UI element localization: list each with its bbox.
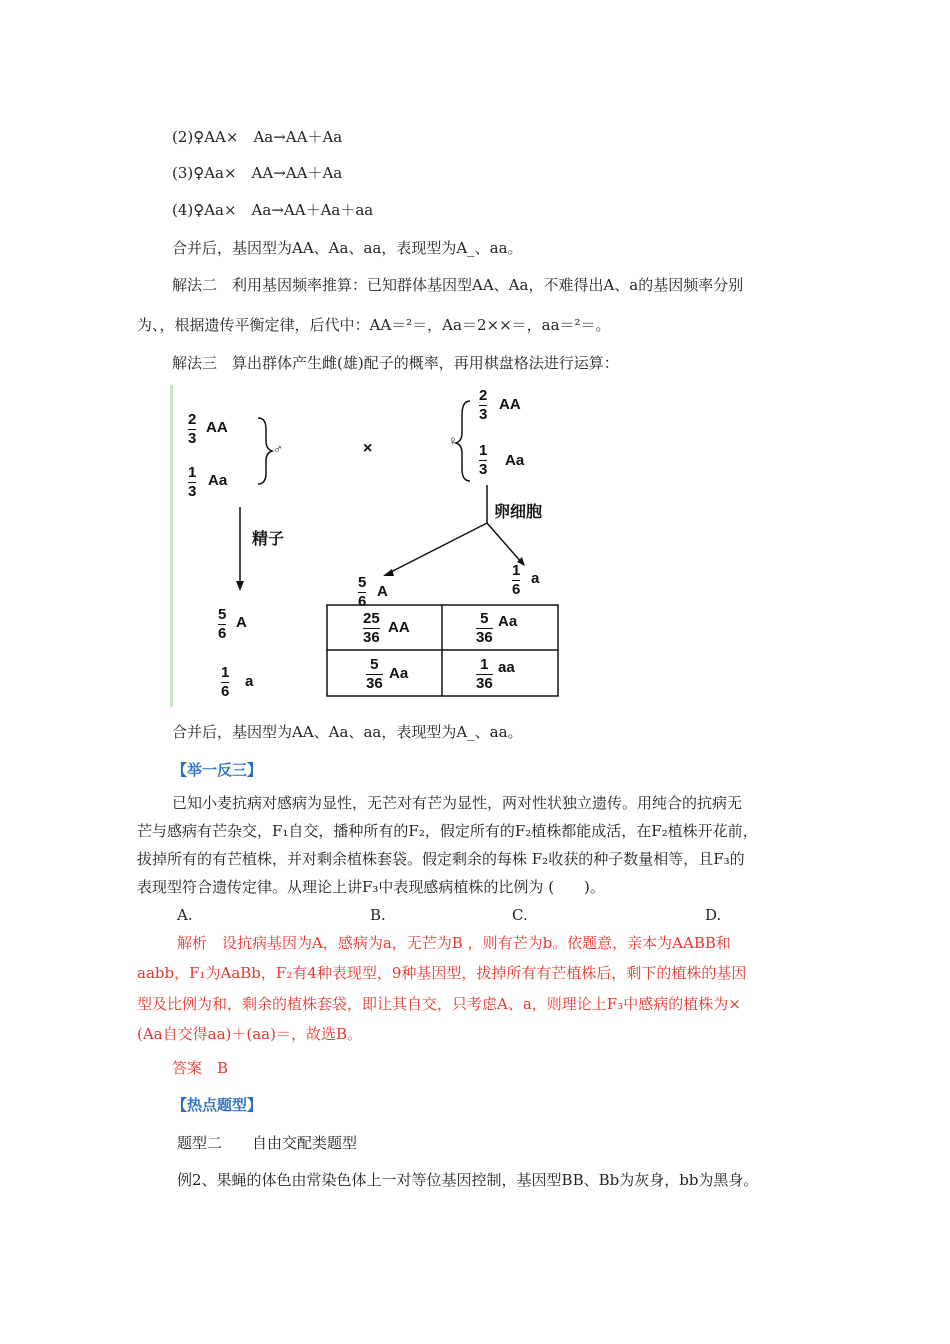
cross-line-4: (4)♀Aa× Aa→AA＋Aa＋aa — [172, 201, 374, 219]
grid-cell-Aa-top: 5 36 — [476, 610, 493, 646]
egg-A-label: A — [377, 583, 388, 600]
female-aa-fraction: 2 3 — [479, 387, 488, 423]
male-aa-fraction: 2 3 — [188, 411, 197, 447]
method-two-line1: 解法二 利用基因频率推算：已知群体基因型AA、Aa，不难得出A、a的基因频率分别 — [172, 276, 744, 294]
analysis-line-4: (Aa自交得aa)＋(aa)＝，故选B。 — [137, 1025, 362, 1043]
merge-result-2: 合并后，基因型为AA、Aa、aa，表现型为A_、aa。 — [172, 723, 523, 741]
grid-cell-Aa-bottom-label: Aa — [389, 665, 409, 682]
male-a-label: Aa — [208, 472, 228, 489]
sperm-a-fraction: 1 6 — [221, 664, 230, 700]
type-title: 题型二 自由交配类题型 — [177, 1134, 358, 1152]
cross-line-2: (2)♀AA× Aa→AA＋Aa — [172, 128, 343, 146]
male-symbol: ♂ — [273, 441, 283, 456]
male-a-fraction: 1 3 — [188, 464, 197, 500]
cross-line-3: (3)♀Aa× AA→AA＋Aa — [172, 164, 343, 182]
grid-cell-aa-label: aa — [498, 659, 515, 676]
female-aa-label: AA — [499, 396, 521, 413]
female-a-label: Aa — [505, 452, 525, 469]
egg-a-label: a — [531, 570, 540, 587]
cross-symbol: × — [363, 440, 373, 457]
male-aa-label: AA — [206, 419, 228, 436]
option-b: B. — [370, 906, 386, 924]
question-line-2: 芒与感病有芒杂交，F₁自交，播种所有的F₂，假定所有的F₂植株都能成活，在F₂植株开花前， — [137, 822, 758, 840]
example-2: 例2、果蝇的体色由常染色体上一对等位基因控制，基因型BB、Bb为灰身，bb为黑身。 — [177, 1171, 759, 1189]
grid-cell-AA-label: AA — [388, 619, 410, 636]
option-d: D. — [705, 906, 722, 924]
punnett-diagram — [170, 385, 602, 707]
merge-result: 合并后，基因型为AA、Aa、aa，表现型为A_、aa。 — [172, 239, 523, 257]
method-three: 解法三 算出群体产生雌(雄)配子的概率，再用棋盘格法进行运算： — [172, 354, 619, 372]
analysis-line-1: 解析 设抗病基因为A，感病为a，无芒为B ，则有芒为b。依题意，亲本为AABB和 — [177, 934, 731, 952]
female-a-fraction: 1 3 — [479, 442, 488, 478]
sperm-A-fraction: 5 6 — [218, 606, 227, 642]
option-c: C. — [512, 906, 528, 924]
question-line-4: 表现型符合遗传定律。从理论上讲F₃中表现感病植株的比例为 ( )。 — [137, 878, 605, 896]
egg-A-fraction: 5 6 — [358, 574, 367, 610]
sperm-A-label: A — [236, 614, 247, 631]
diagram-lines — [170, 385, 602, 707]
method-two-line2: 为、，根据遗传平衡定律，后代中：AA＝²＝，Aa＝2××＝，aa＝²＝。 — [137, 316, 611, 334]
sperm-a-label: a — [245, 673, 254, 690]
grid-cell-AA: 25 36 — [363, 610, 380, 646]
analysis-line-2: aabb，F₁为AaBb，F₂有4种表现型，9种基因型，拔掉所有有芒植株后，剩下的植株的基因 — [137, 964, 747, 982]
grid-cell-aa: 1 36 — [476, 656, 493, 692]
egg-a-fraction: 1 6 — [512, 562, 521, 598]
egg-label: 卵细胞 — [494, 502, 543, 521]
grid-cell-Aa-top-label: Aa — [498, 613, 518, 630]
section-ju-yi-fan-san: 【举一反三】 — [172, 761, 263, 779]
sperm-label: 精子 — [252, 529, 285, 548]
analysis-line-3: 型及比例为和，剩余的植株套袋，即让其自交，只考虑A、a，则理论上F₃中感病的植株为× — [137, 995, 741, 1013]
grid-cell-Aa-bottom: 5 36 — [366, 656, 383, 692]
question-line-1: 已知小麦抗病对感病为显性，无芒对有芒为显性，两对性状独立遗传。用纯合的抗病无 — [172, 794, 743, 812]
option-a: A. — [177, 906, 193, 924]
female-symbol: ♀ — [448, 433, 458, 448]
question-line-3: 拔掉所有的有芒植株，并对剩余植株套袋。假定剩余的每株 F₂收获的种子数量相等，且F₃的 — [137, 850, 745, 868]
section-hot-topics: 【热点题型】 — [172, 1096, 263, 1114]
answer: 答案 B — [172, 1059, 229, 1077]
